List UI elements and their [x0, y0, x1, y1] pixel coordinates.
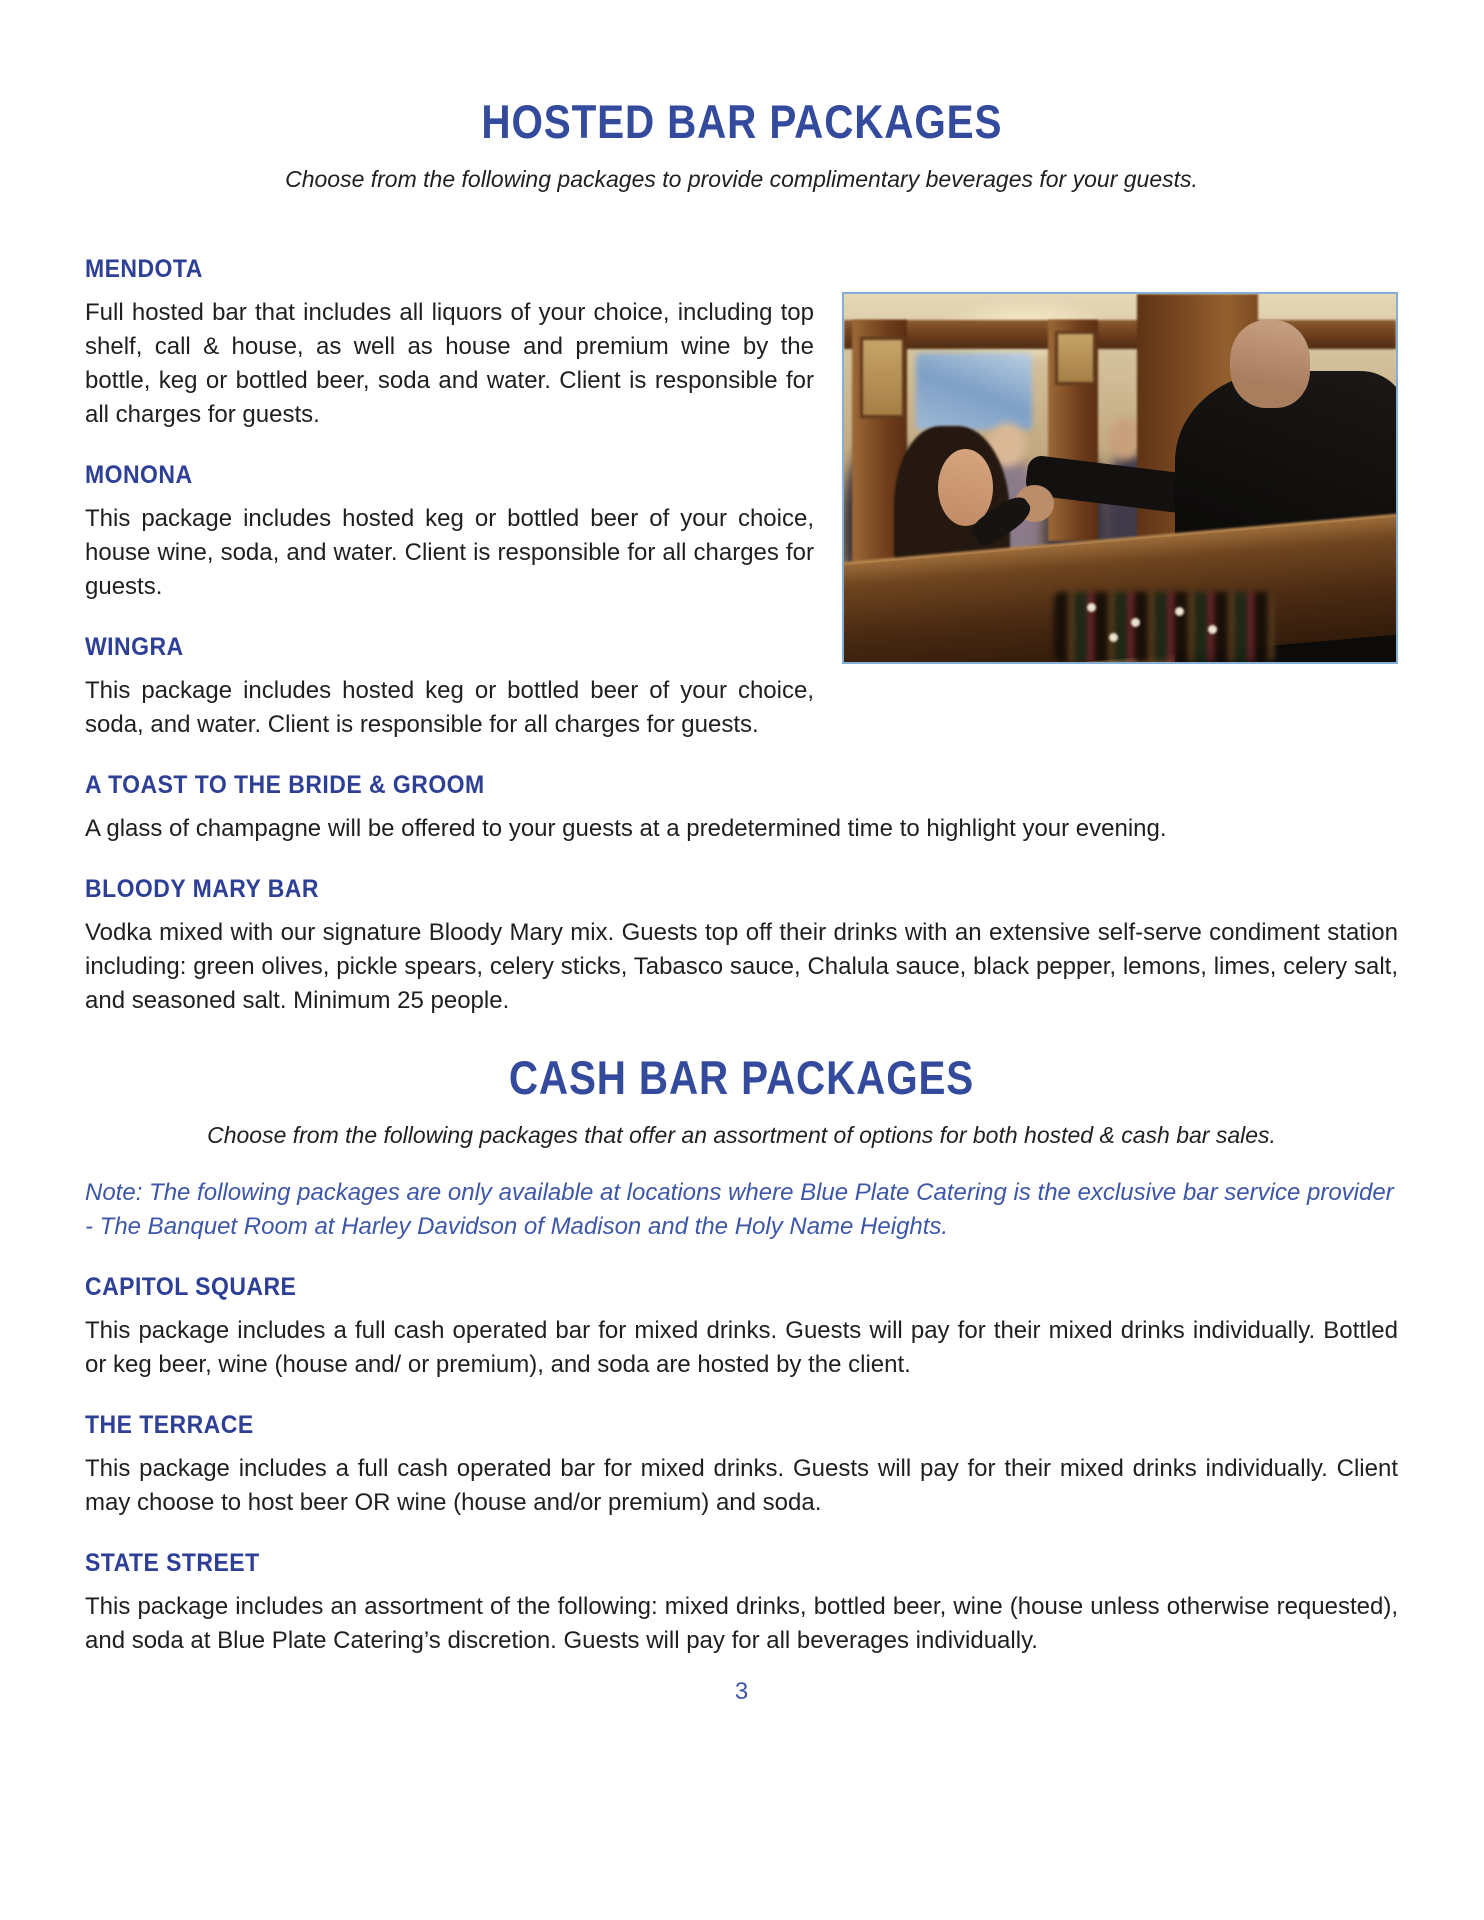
- page-number: 3: [734, 1678, 749, 1705]
- section-heading-text: WINGRA: [85, 633, 184, 661]
- hosted-bar-packages-title-text: HOSTED BAR PACKAGES: [481, 95, 1002, 148]
- section-heading-toast: [85, 768, 1398, 802]
- section-heading-text: MENDOTA: [85, 255, 203, 283]
- photo-middle-pillar: [1048, 320, 1098, 541]
- section-body-monona: This package includes hosted keg or bottled beer of your choice, house wine, soda, and water. Client is responsible for all charges for guests.: [85, 505, 814, 600]
- section-heading-the-terrace: [85, 1408, 1398, 1442]
- section-heading-text: BLOODY MARY BAR: [85, 875, 319, 903]
- section-heading-bloody-mary: [85, 872, 1398, 906]
- photo-glass-glint: [1109, 633, 1118, 642]
- bar-photo: [842, 292, 1398, 664]
- hosted-subtitle: Choose from the following packages to provide complimentary beverages for your guests.: [285, 166, 1198, 192]
- section-heading-text: A TOAST TO THE BRIDE & GROOM: [85, 771, 485, 799]
- hosted-bar-packages-title: [85, 96, 1398, 148]
- photo-bartender-head: [1230, 320, 1310, 408]
- cash-bar-packages-title: [85, 1052, 1398, 1104]
- photo-glass-glint: [1087, 603, 1096, 612]
- page-content: [85, 0, 1398, 1706]
- section-body-toast: A glass of champagne will be offered to your guests at a predetermined time to highlight your evening.: [85, 815, 1167, 842]
- section-heading-state-street: [85, 1546, 1398, 1580]
- photo-glass-glint: [1131, 618, 1140, 627]
- photo-pillar-capital: [860, 337, 905, 418]
- section-body-mendota: Full hosted bar that includes all liquors of your choice, including top shelf, call & house, as well as house and premium wine by the bottle, keg or bottled beer, soda and water. Client is responsible for all charges for guests.: [85, 299, 814, 428]
- section-heading-text: CAPITOL SQUARE: [85, 1273, 297, 1301]
- cash-bar-packages-title-text: CASH BAR PACKAGES: [508, 1051, 975, 1104]
- cash-subtitle: Choose from the following packages that offer an assortment of options for both hosted & cash bar sales.: [207, 1122, 1276, 1148]
- photo-glass-glint: [1175, 607, 1184, 616]
- photo-pillar-capital: [1055, 331, 1096, 386]
- section-heading-text: STATE STREET: [85, 1549, 260, 1577]
- section-heading-mendota: [85, 252, 1398, 286]
- section-body-capitol-square: This package includes a full cash operated bar for mixed drinks. Guests will pay for their mixed drinks individually. Bottled or keg beer, wine (house and/ or premium), and soda are hosted by the client.: [85, 1317, 1398, 1378]
- section-heading-text: THE TERRACE: [85, 1411, 254, 1439]
- photo-bottle-row: [1054, 592, 1275, 662]
- photo-ceiling-beam: [844, 320, 1396, 349]
- section-body-state-street: This package includes an assortment of the following: mixed drinks, bottled beer, wine (house unless otherwise requested), and soda at Blue Plate Catering’s discretion. Guests will pay for all beverages individually.: [85, 1593, 1398, 1654]
- section-body-the-terrace: This package includes a full cash operated bar for mixed drinks. Guests will pay for their mixed drinks individually. Client may choose to host beer OR wine (house and/or premium) and soda.: [85, 1455, 1398, 1516]
- photo-window-screen: [916, 353, 1032, 430]
- section-body-bloody-mary: Vodka mixed with our signature Bloody Mary mix. Guests top off their drinks with an extensive self-serve condiment station including: green olives, pickle spears, celery sticks, Tabasco sauce, Chalula sauce, black pepper, lemons, limes, celery salt, and seasoned salt. Minimum 25 people.: [85, 919, 1398, 1014]
- exclusive-provider-note: Note: The following packages are only available at locations where Blue Plate Catering is the exclusive bar service provider - The Banquet Room at Harley Davidson of Madison and the Holy Name Heights.: [85, 1179, 1394, 1240]
- section-body-wingra: This package includes hosted keg or bottled beer of your choice, soda, and water. Client is responsible for all charges for guests.: [85, 677, 814, 738]
- section-heading-capitol-square: [85, 1270, 1398, 1304]
- section-heading-text: MONONA: [85, 461, 193, 489]
